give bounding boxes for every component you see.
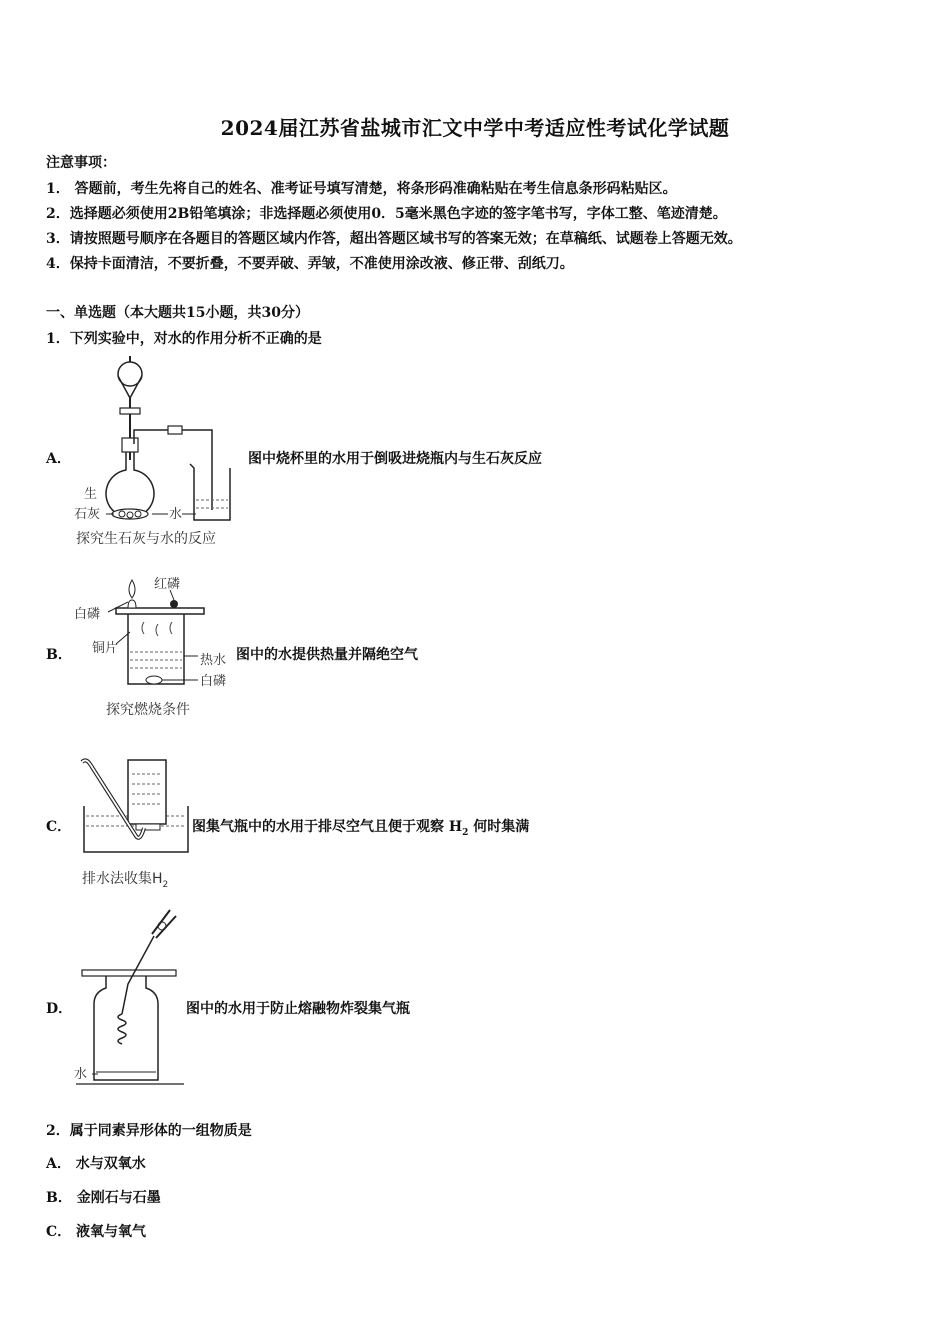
caption-c: 排水法收集$H_2$ xyxy=(82,871,169,890)
question-2-stem: 2．属于同素异形体的一组物质是 xyxy=(46,1123,252,1139)
section-heading: 一、单选题（本大题共15小题，共30分） xyxy=(46,305,309,321)
q1-option-c-letter: C． xyxy=(46,819,72,835)
label-red-phosphorus: 红磷 xyxy=(154,577,181,592)
q1-option-b-letter: B． xyxy=(46,647,72,663)
notice-item-4: 4．保持卡面清洁，不要折叠，不要弄破、弄皱，不准使用涂改液、修正带、刮纸刀。 xyxy=(46,256,574,272)
label-water-a: 水 xyxy=(169,507,183,522)
label-water-d: 水 xyxy=(74,1067,88,1082)
label-hot-water: 热水 xyxy=(200,653,227,668)
figure-iron-burning xyxy=(72,904,192,1090)
notice-heading: 注意事项： xyxy=(46,155,116,171)
figure-water-displacement xyxy=(76,754,196,858)
q2-option-b[interactable]: B． 金刚石与石墨 xyxy=(46,1190,161,1206)
q1-option-b-desc[interactable]: 图中的水提供热量并隔绝空气 xyxy=(236,647,418,663)
q1-option-a-desc[interactable]: 图中烧杯里的水用于倒吸进烧瓶内与生石灰反应 xyxy=(248,451,542,467)
caption-a: 探究生石灰与水的反应 xyxy=(76,531,216,547)
label-shihui: 石灰 xyxy=(74,507,101,522)
q1-option-d-letter: D． xyxy=(46,1001,73,1017)
q1-option-c-desc[interactable]: 图集气瓶中的水用于排尽空气且便于观察 $H_2$ 何时集满 xyxy=(192,819,530,838)
q1-option-a-letter: A． xyxy=(46,451,71,467)
label-white-phosphorus-bottom: 白磷 xyxy=(200,674,227,689)
caption-b: 探究燃烧条件 xyxy=(106,702,190,718)
page-title: 2024届江苏省盐城市汇文中学中考适应性考试化学试题 xyxy=(220,116,730,140)
notice-item-3: 3．请按照题号顺序在各题目的答题区域内作答，超出答题区域书写的答案无效；在草稿纸、试题卷上答题无效。 xyxy=(46,231,742,247)
figure-quicklime-water xyxy=(70,352,250,532)
label-copper-sheet: 铜片 xyxy=(92,641,119,656)
label-sheng: 生 xyxy=(84,487,98,502)
q1-option-d-desc[interactable]: 图中的水用于防止熔融物炸裂集气瓶 xyxy=(186,1001,410,1017)
notice-item-1: 1． 答题前，考生先将自己的姓名、准考证号填写清楚，将条形码准确粘贴在考生信息条形码粘贴区。 xyxy=(46,181,677,197)
q2-option-a[interactable]: A． 水与双氧水 xyxy=(46,1156,146,1172)
notice-item-2: 2．选择题必须使用2B铅笔填涂；非选择题必须使用0．5毫米黑色字迹的签字笔书写，字体工整、笔迹清楚。 xyxy=(46,206,727,222)
question-1-stem: 1．下列实验中，对水的作用分析不正确的是 xyxy=(46,331,322,347)
q2-option-c[interactable]: C． 液氧与氧气 xyxy=(46,1224,147,1240)
label-white-phosphorus-top: 白磷 xyxy=(74,607,101,622)
